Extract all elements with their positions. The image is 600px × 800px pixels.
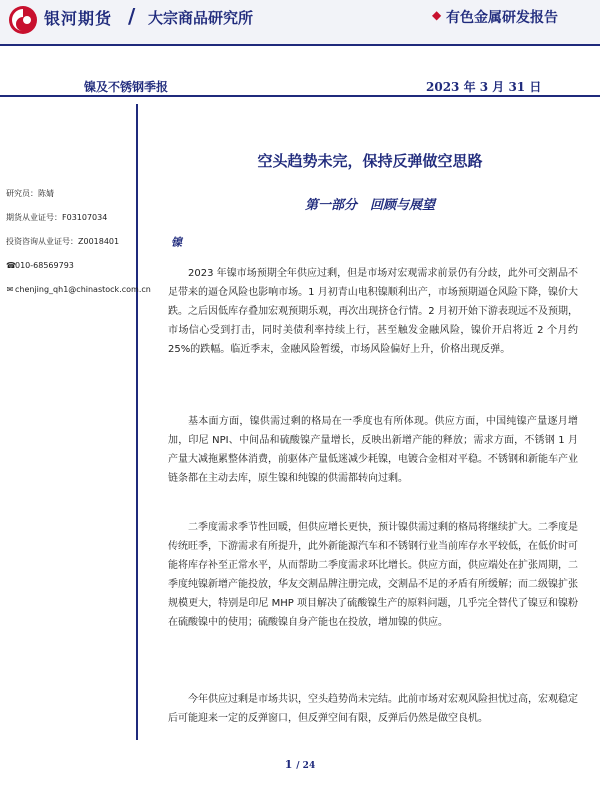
- page-total: / 24: [296, 761, 316, 771]
- paragraph-4: 今年供应过剩是市场共识，空头趋势尚未完结。此前市场对宏观风险担忧过高，宏观稳定后可能迎来一定的反弹窗口，但反弹空间有限，反弹后仍然是做空良机。: [168, 694, 578, 724]
- report-label: 镍及不锈钢季报: [84, 80, 169, 94]
- header-divider: [0, 44, 600, 46]
- paragraph-2: 基本面方面，镍供需过剩的格局在一季度也有所体现。供应方面，中国纯镍产量逐月增加，印尼 NPI、中间品和硫酸镍产量增长，反映出新增产能的释放；需求方面，不锈钢 1 月产量大减拖累整体消费，前驱体产量低迷减少耗镍，电镀合金相对平稳。不锈钢和新能车产业链条都在主动去库，原生镍和纯镍的供需都转向过剩。: [168, 416, 578, 484]
- sub-header-divider: [0, 95, 600, 97]
- email-icon: ✉: [6, 285, 14, 294]
- phone-line: [6, 260, 130, 284]
- diamond-icon: ◆: [432, 8, 442, 22]
- header-slash: /: [128, 4, 136, 28]
- page-footer: [0, 758, 600, 771]
- top-header-bar: [0, 0, 600, 44]
- author-sidebar: [6, 188, 151, 308]
- phone-number: 010-68569793: [15, 261, 74, 270]
- email-address[interactable]: chenjing_qh1@chinastock.com.cn: [15, 285, 151, 294]
- researcher-name: 研究员：陈婧: [6, 189, 54, 198]
- sub-header: [0, 78, 600, 92]
- paragraph-3: 二季度需求季节性回暖，但供应增长更快，预计镍供需过剩的格局将继续扩大。二季度是传统旺季，下游需求有所提升，此外新能源汽车和不锈钢行业当前库存水平较低，在低价时可能将库存补至正常水平，从而帮助二季度需求环比增长。供应方面，供应端处在扩张周期，二季度纯镍新增产能投放，华友交割品牌注册完成，交割品不足的矛盾有所缓解；而二级镍扩张规模更大，特别是印尼 MHP 项目解决了硫酸镍生产的原料问题，几乎完全替代了镍豆和镍粉在硫酸镍中的使用；硫酸镍自身产能也在投放，增加镍的供应。: [168, 522, 578, 628]
- page-number: 1: [284, 758, 293, 771]
- phone-icon: ☎: [6, 261, 16, 270]
- report-type: 有色金属研发报告: [446, 10, 558, 26]
- email-line: [6, 284, 151, 308]
- subsection-title: 镍: [171, 236, 182, 249]
- consulting-license: 投资咨询从业证号：Z0018401: [6, 237, 120, 246]
- galaxy-logo-icon: [8, 5, 38, 35]
- paragraph-1: 2023 年镍市场预期全年供应过剩，但是市场对宏观需求前景仍有分歧，此外可交割品不足带来的逼仓风险也影响市场。1 月初青山电积镍顺利出产，市场预期逼仓风险下降，镍价大跌。之后因低库存叠加宏观预期乐观，再次出现挤仓行情。2 月初开始下游表现远不及预期，市场信心受到打击，同时美债利率持续上行，甚至触发金融风险，镍价开启将近 2 个月约 25%的跌幅。临近季末，金融风险暂缓，市场风险偏好上升，价格出现反弹。: [168, 268, 578, 355]
- department-name: 大宗商品研究所: [148, 9, 254, 27]
- futures-license: 期货从业证号：F03107034: [6, 213, 108, 222]
- report-title: 空头趋势未完，保持反弹做空思路: [257, 152, 483, 170]
- report-date: 2023 年 3 月 31 日: [426, 80, 542, 94]
- brand-name: 银河期货: [44, 9, 113, 28]
- vertical-divider: [136, 104, 138, 740]
- section-title: 第一部分 回顾与展望: [304, 198, 435, 213]
